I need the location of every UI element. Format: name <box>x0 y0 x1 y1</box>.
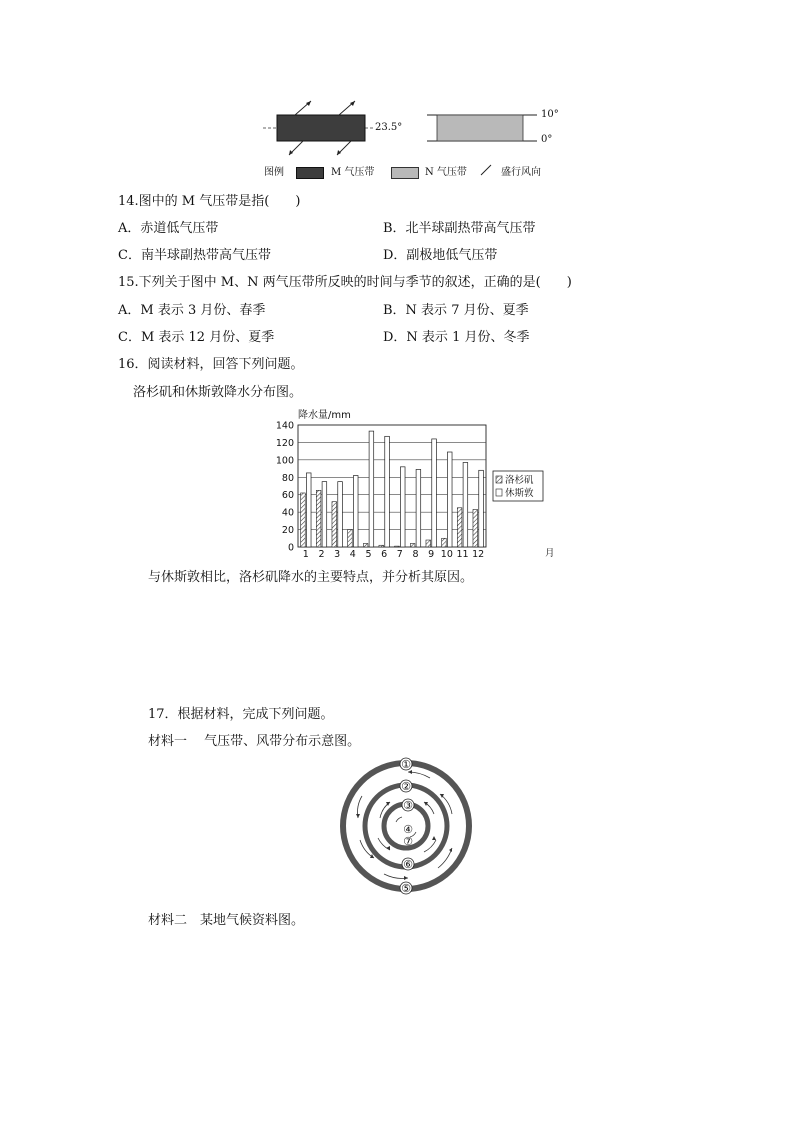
bar-los-angeles-6 <box>379 545 384 547</box>
q17-material1: 材料一 气压带、风带分布示意图。 <box>148 734 361 749</box>
bar-los-angeles-9 <box>426 540 431 547</box>
pressure-belt-figure <box>255 98 565 160</box>
bar-houston-5 <box>369 431 374 547</box>
y-tick-label-120: 120 <box>275 437 294 449</box>
bar-houston-8 <box>416 469 421 547</box>
q14-stem: 14.图中的 M 气压带是指( ) <box>118 194 301 209</box>
x-tick-label-12: 12 <box>472 549 485 560</box>
q16-question: 与休斯敦相比，洛杉矶降水的主要特点，并分析其原因。 <box>148 570 474 585</box>
bar-houston-9 <box>432 439 437 547</box>
q15-option-a: A．M 表示 3 月份、春季 <box>118 303 266 318</box>
x-tick-label-3: 3 <box>334 549 341 560</box>
bar-los-angeles-2 <box>316 490 321 547</box>
bar-los-angeles-4 <box>348 530 353 547</box>
precipitation-chart <box>268 405 558 563</box>
y-tick-label-20: 20 <box>281 525 294 537</box>
x-tick-label-11: 11 <box>456 549 469 560</box>
x-tick-label-6: 6 <box>381 549 388 560</box>
x-tick-label-2: 2 <box>318 549 325 560</box>
q15-stem: 15.下列关于图中 M、N 两气压带所反映的时间与季节的叙述，正确的是( ) <box>118 275 572 290</box>
chart-legend <box>493 471 543 501</box>
q17-material2: 材料二 某地气候资料图。 <box>148 913 305 928</box>
q15-option-b: B．N 表示 7 月份、夏季 <box>383 303 529 318</box>
q17-stem: 17．根据材料，完成下列问题。 <box>148 707 334 722</box>
marker-4: ④ <box>403 823 413 836</box>
bar-los-angeles-8 <box>410 544 415 547</box>
x-tick-label-4: 4 <box>349 549 356 560</box>
x-tick-label-9: 9 <box>428 549 435 560</box>
y-tick-label-140: 140 <box>275 420 294 432</box>
q14-option-c: C．南半球副热带高气压带 <box>118 248 271 263</box>
marker-7: ⑦ <box>403 835 413 848</box>
bar-houston-7 <box>400 467 405 547</box>
legend-n-swatch <box>391 167 419 179</box>
bar-los-angeles-12 <box>473 510 478 547</box>
bar-los-angeles-7 <box>395 546 400 547</box>
legend-title: 图例 <box>264 167 284 178</box>
q14-option-d: D．副极地低气压带 <box>383 248 498 263</box>
x-tick-label-1: 1 <box>302 549 309 560</box>
q15-option-d: D．N 表示 1 月份、冬季 <box>383 330 530 345</box>
q15-option-c: C．M 表示 12 月份、夏季 <box>118 330 275 345</box>
label-0-degree: 0° <box>541 134 553 145</box>
chart-xlabel: 月 <box>545 548 555 559</box>
y-tick-label-60: 60 <box>281 490 294 502</box>
m-pressure-belt <box>277 115 365 141</box>
marker-3: ③ <box>403 799 413 812</box>
y-tick-label-80: 80 <box>281 472 294 484</box>
x-tick-label-10: 10 <box>440 549 453 560</box>
y-tick-label-0: 0 <box>287 542 294 554</box>
marker-1: ① <box>401 758 411 771</box>
q16-material: 洛杉矶和休斯敦降水分布图。 <box>133 385 303 400</box>
label-23-5: 23.5° <box>375 122 403 133</box>
bar-houston-10 <box>447 452 452 547</box>
legend-m-swatch <box>296 167 324 179</box>
y-tick-label-40: 40 <box>281 507 294 519</box>
bar-houston-3 <box>338 482 343 547</box>
chart-ylabel: 降水量/mm <box>298 410 351 421</box>
bar-houston-2 <box>322 482 327 547</box>
bar-los-angeles-1 <box>301 493 306 547</box>
x-tick-label-7: 7 <box>396 549 403 560</box>
bar-los-angeles-5 <box>363 544 368 547</box>
legend-n-label: N 气压带 <box>425 167 467 178</box>
bar-los-angeles-10 <box>442 538 447 547</box>
bar-los-angeles-11 <box>457 508 462 547</box>
n-pressure-belt <box>437 115 523 141</box>
wind-belt-diagram <box>338 756 474 896</box>
bar-houston-11 <box>463 462 468 547</box>
q14-option-b: B．北半球副热带高气压带 <box>383 221 536 236</box>
marker-2: ② <box>401 780 411 793</box>
q14-option-a: A．赤道低气压带 <box>118 221 219 236</box>
label-10-degree: 10° <box>541 109 559 120</box>
legend-los-angeles: 洛杉矶 <box>505 475 534 486</box>
bar-los-angeles-3 <box>332 502 337 547</box>
legend-houston: 休斯敦 <box>505 488 534 499</box>
q16-stem: 16．阅读材料，回答下列问题。 <box>118 357 304 372</box>
marker-6: ⑥ <box>403 858 413 871</box>
y-tick-label-100: 100 <box>275 455 294 467</box>
x-tick-label-5: 5 <box>365 549 372 560</box>
bar-houston-6 <box>385 436 390 547</box>
marker-5: ⑤ <box>401 882 411 895</box>
legend-m-label: M 气压带 <box>331 167 375 178</box>
legend-wind-label: 盛行风向 <box>501 167 541 178</box>
bar-houston-12 <box>479 470 484 547</box>
x-tick-label-8: 8 <box>412 549 419 560</box>
wind-arrow-icon <box>479 163 493 177</box>
bar-houston-4 <box>353 476 358 547</box>
bar-houston-1 <box>306 473 311 547</box>
